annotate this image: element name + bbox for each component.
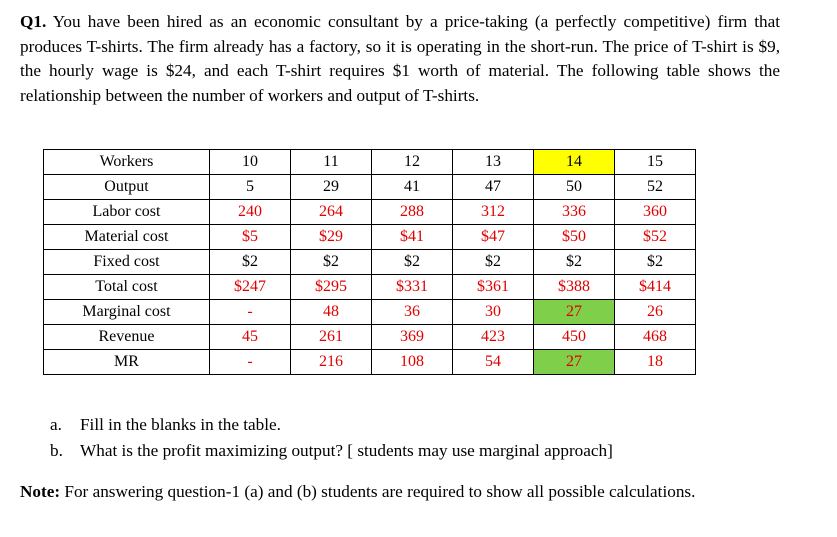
table-cell: 423 [453, 325, 534, 350]
cost-table [43, 149, 696, 375]
table-cell: $295 [291, 275, 372, 300]
table-cell: 30 [453, 300, 534, 325]
table-row [44, 200, 696, 225]
table-row [44, 325, 696, 350]
table-cell: 288 [372, 200, 453, 225]
table-cell: $2 [534, 250, 615, 275]
row-label: Marginal cost [44, 300, 210, 325]
table-cell: $331 [372, 275, 453, 300]
table-cell: 11 [291, 150, 372, 175]
row-label: Output [44, 175, 210, 200]
part-a-marker: a. [50, 415, 62, 434]
table-cell: $41 [372, 225, 453, 250]
table-cell: 5 [210, 175, 291, 200]
table-cell: 12 [372, 150, 453, 175]
table-cell: 450 [534, 325, 615, 350]
table-cell: 15 [615, 150, 696, 175]
table-row [44, 250, 696, 275]
table-cell: 52 [615, 175, 696, 200]
table-cell: $5 [210, 225, 291, 250]
table-cell: 14 [534, 150, 615, 175]
note [20, 479, 772, 505]
table-cell: $29 [291, 225, 372, 250]
part-a [50, 412, 613, 438]
table-cell: 13 [453, 150, 534, 175]
part-b-text: What is the profit maximizing output? [ students may use marginal approach] [80, 441, 613, 460]
table-cell: 50 [534, 175, 615, 200]
table-cell: $2 [210, 250, 291, 275]
part-a-text: Fill in the blanks in the table. [80, 415, 281, 434]
table-cell: 45 [210, 325, 291, 350]
table-cell: - [210, 350, 291, 375]
table-cell: $52 [615, 225, 696, 250]
question-text [20, 10, 780, 108]
table-cell: 29 [291, 175, 372, 200]
table-cell: $2 [615, 250, 696, 275]
question-body: You have been hired as an economic consultant by a price-taking (a perfectly competitive) firm that produces T-shirts. The firm already has a factory, so it is operating in the short-run. The price of T-shirt is $9, the hourly wage is $24, and each T-shirt requires $1 worth of material. The following table shows the relationship between the number of workers and output of T-shirts. [20, 12, 780, 105]
table-cell: $388 [534, 275, 615, 300]
table-cell: 216 [291, 350, 372, 375]
table-cell: 468 [615, 325, 696, 350]
row-label: Labor cost [44, 200, 210, 225]
table-cell: 240 [210, 200, 291, 225]
table-row [44, 150, 696, 175]
row-label: Fixed cost [44, 250, 210, 275]
table-cell: $2 [372, 250, 453, 275]
table-row [44, 175, 696, 200]
table-cell: 54 [453, 350, 534, 375]
row-label: Total cost [44, 275, 210, 300]
table-cell: 108 [372, 350, 453, 375]
table-row [44, 300, 696, 325]
table-cell: 27 [534, 300, 615, 325]
table-cell: - [210, 300, 291, 325]
table-cell: $2 [453, 250, 534, 275]
table-cell: 336 [534, 200, 615, 225]
question-label: Q1. [20, 12, 47, 31]
note-label: Note: [20, 482, 61, 501]
row-label: Workers [44, 150, 210, 175]
note-text: For answering question-1 (a) and (b) students are required to show all possible calculations. [60, 482, 696, 501]
part-b-marker: b. [50, 441, 63, 460]
table-cell: 261 [291, 325, 372, 350]
row-label: MR [44, 350, 210, 375]
table-cell: 360 [615, 200, 696, 225]
table-row [44, 225, 696, 250]
table-cell: 48 [291, 300, 372, 325]
table-cell: 10 [210, 150, 291, 175]
table-cell: 47 [453, 175, 534, 200]
table-cell: 264 [291, 200, 372, 225]
table-cell: 27 [534, 350, 615, 375]
cost-table-body [44, 150, 696, 375]
table-cell: 26 [615, 300, 696, 325]
table-cell: $2 [291, 250, 372, 275]
table-row [44, 350, 696, 375]
table-cell: $361 [453, 275, 534, 300]
table-cell: 369 [372, 325, 453, 350]
table-cell: 18 [615, 350, 696, 375]
table-cell: $247 [210, 275, 291, 300]
row-label: Revenue [44, 325, 210, 350]
question-parts [50, 412, 613, 464]
table-cell: 312 [453, 200, 534, 225]
table-row [44, 275, 696, 300]
row-label: Material cost [44, 225, 210, 250]
table-cell: $50 [534, 225, 615, 250]
part-b [50, 438, 613, 464]
table-cell: 36 [372, 300, 453, 325]
table-cell: 41 [372, 175, 453, 200]
table-cell: $414 [615, 275, 696, 300]
table-cell: $47 [453, 225, 534, 250]
